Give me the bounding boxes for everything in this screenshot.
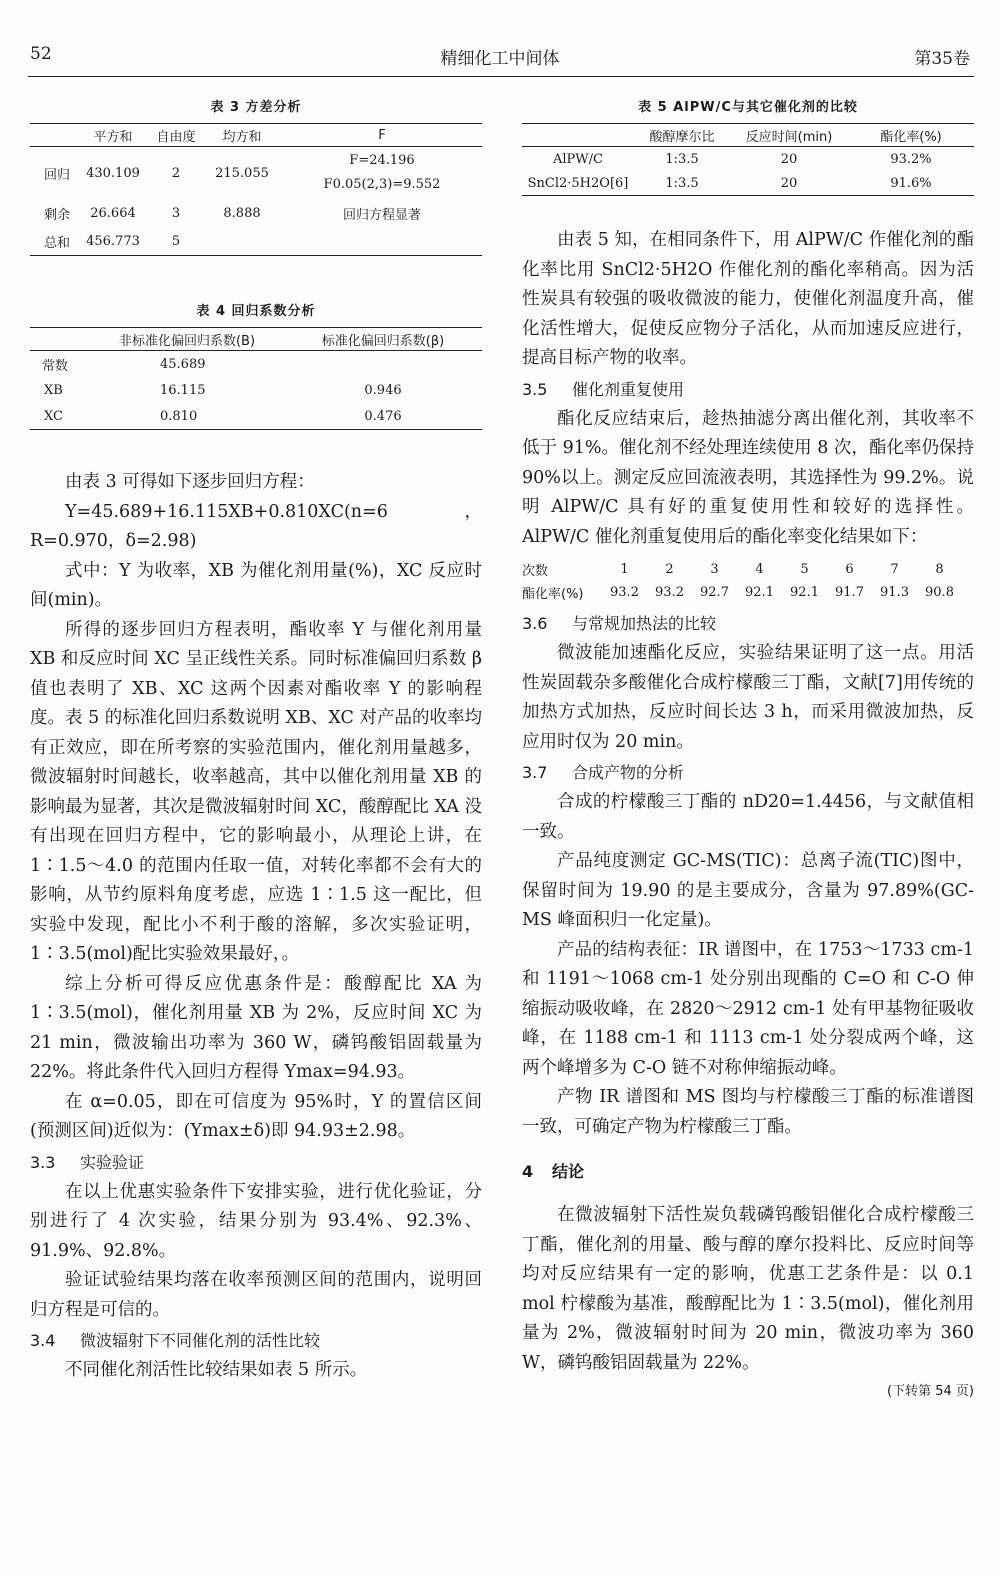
row-label: 常数 (42, 358, 69, 374)
paragraph: 微波能加速酯化反应，实验结果证明了这一点。用活性炭固载杂多酸催化合成柠檬酸三丁酯，文献[7]用传统的加热方式加热，反应时间长达 3 h，而采用微波加热，反应用时仅为 20 min。 (522, 643, 974, 752)
table-cell: 16.115 (160, 382, 206, 398)
paragraph: 在以上优惠实验条件下安排实验，进行优化验证，分别进行了 4 次实验，结果分别为 93.4%、92.3%、91.9%、92.8%。 (30, 1181, 482, 1261)
table-row (30, 351, 482, 378)
table5-header: 酸醇摩尔比 (634, 124, 730, 147)
paragraph: 由表 5 知，在相同条件下，用 AlPW/C 作催化剂的酯化率比用 SnCl2·5H2O 作催化剂的酯化率稍高。因为活性炭具有较强的吸收微波的能力，使催化剂温度升高，催化活性增大，促使反应物分子活化，从而加速反应进行，提高目标产物的收率。 (522, 230, 974, 368)
table3-header: F (282, 124, 482, 147)
table4-caption: 表 4 回归系数分析 (196, 304, 316, 319)
paragraph: 式中：Y 为收率，XB 为催化剂用量(%)，XC 反应时间(min)。 (30, 560, 482, 610)
row-label: 回归 (44, 167, 71, 183)
paragraph: 酯化反应结束后，趁热抽滤分离出催化剂，其收率不低于 91%。催化剂不经处理连续使用 8 次，酯化率仍保持 90%以上。测定反应回流液表明，其选择性为 99.2%。说明 AlPW/C 具有好的重复使用性和较好的选择性。AlPW/C 催化剂重复使用后的酯化率变化结果如下： (522, 408, 974, 547)
row-label: SnCl2·5H2O[6] (527, 175, 629, 191)
table-cell: 93.2 (610, 585, 639, 600)
table-row (522, 147, 974, 172)
table-cell: 5 (171, 233, 181, 249)
paragraph: 在 α=0.05，即在可信度为 95%时，Y 的置信区间(预测区间)近似为：(Ymax±δ)即 94.93±2.98。 (30, 1091, 482, 1141)
table-cell: 8.888 (223, 205, 261, 221)
table-cell: 4 (755, 562, 764, 577)
section-heading-3-6: 3.6 与常规加热法的比较 (522, 614, 717, 633)
table4 (30, 327, 482, 430)
table-row (30, 403, 482, 430)
table3-header (30, 124, 76, 147)
paragraph: 产品的结构表征：IR 谱图中，在 1753～1733 cm-1 和 1191～1068 cm-1 处分别出现酯的 C=O 和 C-O 伸缩振动吸收峰，在 2820～2912 cm-1 处有甲基物征吸收峰，在 1188 cm-1 和 1113 cm-1 处分裂成两个峰，这两个峰增多为 C-O 链不对称伸缩振动峰。 (522, 939, 974, 1078)
table3-header: 自由度 (150, 124, 202, 147)
section-heading-3-3: 3.3 实验验证 (30, 1152, 145, 1172)
paragraph: 在微波辐射下活性炭负载磷钨酸铝催化合成柠檬酸三丁酯，催化剂的用量、酸与醇的摩尔投料比、反应时间等均对反应结果有一定的影响，优惠工艺条件是：以 0.1 mol 柠檬酸为基准，酸醇配比为 1∶3.5(mol)，催化剂用量为 2%，微波辐射时间为 20 min，微波功率为 360 W，磷钨酸铝固载量为 22%。 (522, 1205, 974, 1373)
table3-header: 均方和 (202, 124, 282, 147)
row-label: 酯化率(%) (522, 587, 584, 602)
table-cell: 2 (171, 165, 181, 181)
table3-caption: 表 3 方差分析 (210, 100, 302, 115)
table-cell: 5 (800, 562, 809, 577)
table-cell: 20 (780, 151, 798, 167)
table-cell: 456.773 (86, 233, 140, 249)
table-cell: 430.109 (86, 165, 140, 181)
row-label: 总和 (44, 235, 71, 251)
page-number: 52 (30, 44, 52, 64)
table-cell: 1:3.5 (665, 175, 699, 191)
row-label: XC (44, 408, 63, 424)
journal-title: 精细化工中间体 (440, 49, 560, 69)
table-cell: 215.055 (215, 165, 269, 181)
table-cell: 91.3 (880, 585, 909, 600)
row-label: 剩余 (44, 207, 71, 223)
table-cell: F=24.196 (349, 153, 415, 168)
table5-header: 酯化率(%) (848, 124, 974, 147)
paragraph: 合成的柠檬酸三丁酯的 nD20=1.4456，与文献值相一致。 (522, 792, 974, 842)
table-cell: 92.1 (745, 585, 774, 600)
table-row (30, 227, 482, 256)
table-row (522, 558, 962, 581)
table-cell: 91.6% (890, 175, 932, 191)
table-cell: 1 (620, 562, 629, 577)
table-cell: 3 (171, 205, 181, 221)
section-heading-3-5: 3.5 催化剂重复使用 (522, 379, 685, 399)
table4-header: 标准化偏回归系数(β) (284, 328, 482, 351)
table-cell: 0.476 (364, 408, 402, 424)
header-rule (28, 76, 974, 77)
table4-header (30, 328, 90, 351)
table5-header (522, 124, 634, 147)
table-cell: 1:3.5 (665, 151, 699, 167)
table-row (30, 147, 482, 200)
table-cell: 26.664 (90, 205, 136, 221)
table5-header: 反应时间(min) (730, 124, 848, 147)
table-cell: 2 (665, 562, 674, 577)
paragraph: 所得的逐步回归方程表明，酯收率 Y 与催化剂用量 XB 和反应时间 XC 呈正线性关系。同时标准偏回归系数 β 值也表明了 XB、XC 这两个因素对酯收率 Y 的影响程度。表 5 的标准化回归系数说明 XB、XC 对产品的收率均有正效应，即在所考察的实验范围内，催化剂用量越多，微波辐射时间越长，收率越高，其中以催化剂用量 XB 的影响最为显著，其次是微波辐射时间 XC，酸醇配比 XA 没有出现在回归方程中，它的影响最小，从理论上讲，在 1∶1.5～4.0 的范围内任取一值，对转化率都不会有大的影响，从节约原料角度考虑，应选 1∶1.5 这一配比，但实验中发现，配比小不利于酸的溶解，多次实验证明，1∶3.5(mol)配比实验效果最好，。 (30, 619, 482, 964)
table-row (30, 377, 482, 403)
paragraph: 验证试验结果均落在收率预测区间的范围内，说明回归方程是可信的。 (30, 1270, 482, 1320)
paragraph: 产物 IR 谱图和 MS 图均与柠檬酸三丁酯的标准谱图一致，可确定产物为柠檬酸三丁酯。 (522, 1087, 974, 1137)
table-cell: 91.7 (835, 585, 864, 600)
reuse-table (522, 558, 962, 604)
table4-header: 非标准化偏回归系数(B) (90, 328, 284, 351)
table-cell: 20 (780, 175, 798, 191)
table5-caption: 表 5 AlPW/C与其它催化剂的比较 (638, 100, 858, 115)
table5 (522, 123, 974, 196)
table-cell: 92.7 (700, 585, 729, 600)
section-heading-4: 4 结论 (522, 1162, 585, 1181)
regression-equation: Y=45.689+16.115XB+0.810XC(n=6，R=0.970，δ=2.98) (30, 501, 482, 551)
table-cell: 93.2 (655, 585, 684, 600)
table-cell: 93.2% (890, 151, 932, 167)
table-row (522, 581, 962, 604)
row-label: AlPW/C (553, 151, 603, 167)
table-row (30, 199, 482, 227)
section-heading-3-7: 3.7 合成产物的分析 (522, 763, 685, 782)
section-heading-3-4: 3.4 微波辐射下不同催化剂的活性比较 (30, 1331, 321, 1350)
table-cell: 0.810 (160, 408, 198, 424)
table-cell: 92.1 (790, 585, 819, 600)
table-cell: 0.946 (364, 382, 402, 398)
table-cell: 3 (710, 562, 719, 577)
table-cell: 7 (890, 562, 899, 577)
paragraph: 不同催化剂活性比较结果如表 5 所示。 (65, 1360, 368, 1380)
volume-label: 第35卷 (914, 49, 970, 69)
table3 (30, 123, 482, 256)
table-cell: 6 (845, 562, 854, 577)
row-label: XB (44, 382, 63, 398)
continuation-note: (下转第 54 页) (887, 1384, 974, 1399)
left-column (30, 96, 482, 1386)
table-cell: 回归方程显著 (342, 207, 421, 223)
table-cell: 90.8 (925, 585, 954, 600)
row-label: 次数 (522, 564, 549, 579)
paragraph: 产品纯度测定 GC-MS(TIC)：总离子流(TIC)图中，保留时间为 19.90 的是主要成分，含量为 97.89%(GC-MS 峰面积归一化定量)。 (522, 851, 974, 930)
right-column (522, 96, 974, 1399)
table-cell: F0.05(2,3)=9.552 (323, 177, 441, 192)
paragraph: 由表 3 可得如下逐步回归方程： (65, 472, 315, 492)
table3-header: 平方和 (76, 124, 150, 147)
table-cell: 45.689 (160, 356, 206, 372)
table-cell: 8 (935, 562, 944, 577)
table-row (522, 171, 974, 196)
paragraph: 综上分析可得反应优惠条件是：酸醇配比 XA 为 1∶3.5(mol)，催化剂用量 XB 为 2%，反应时间 XC 为 21 min，微波输出功率为 360 W，磷钨酸铝固载量为 22%。将此条件代入回归方程得 Ymax=94.93。 (30, 973, 482, 1082)
